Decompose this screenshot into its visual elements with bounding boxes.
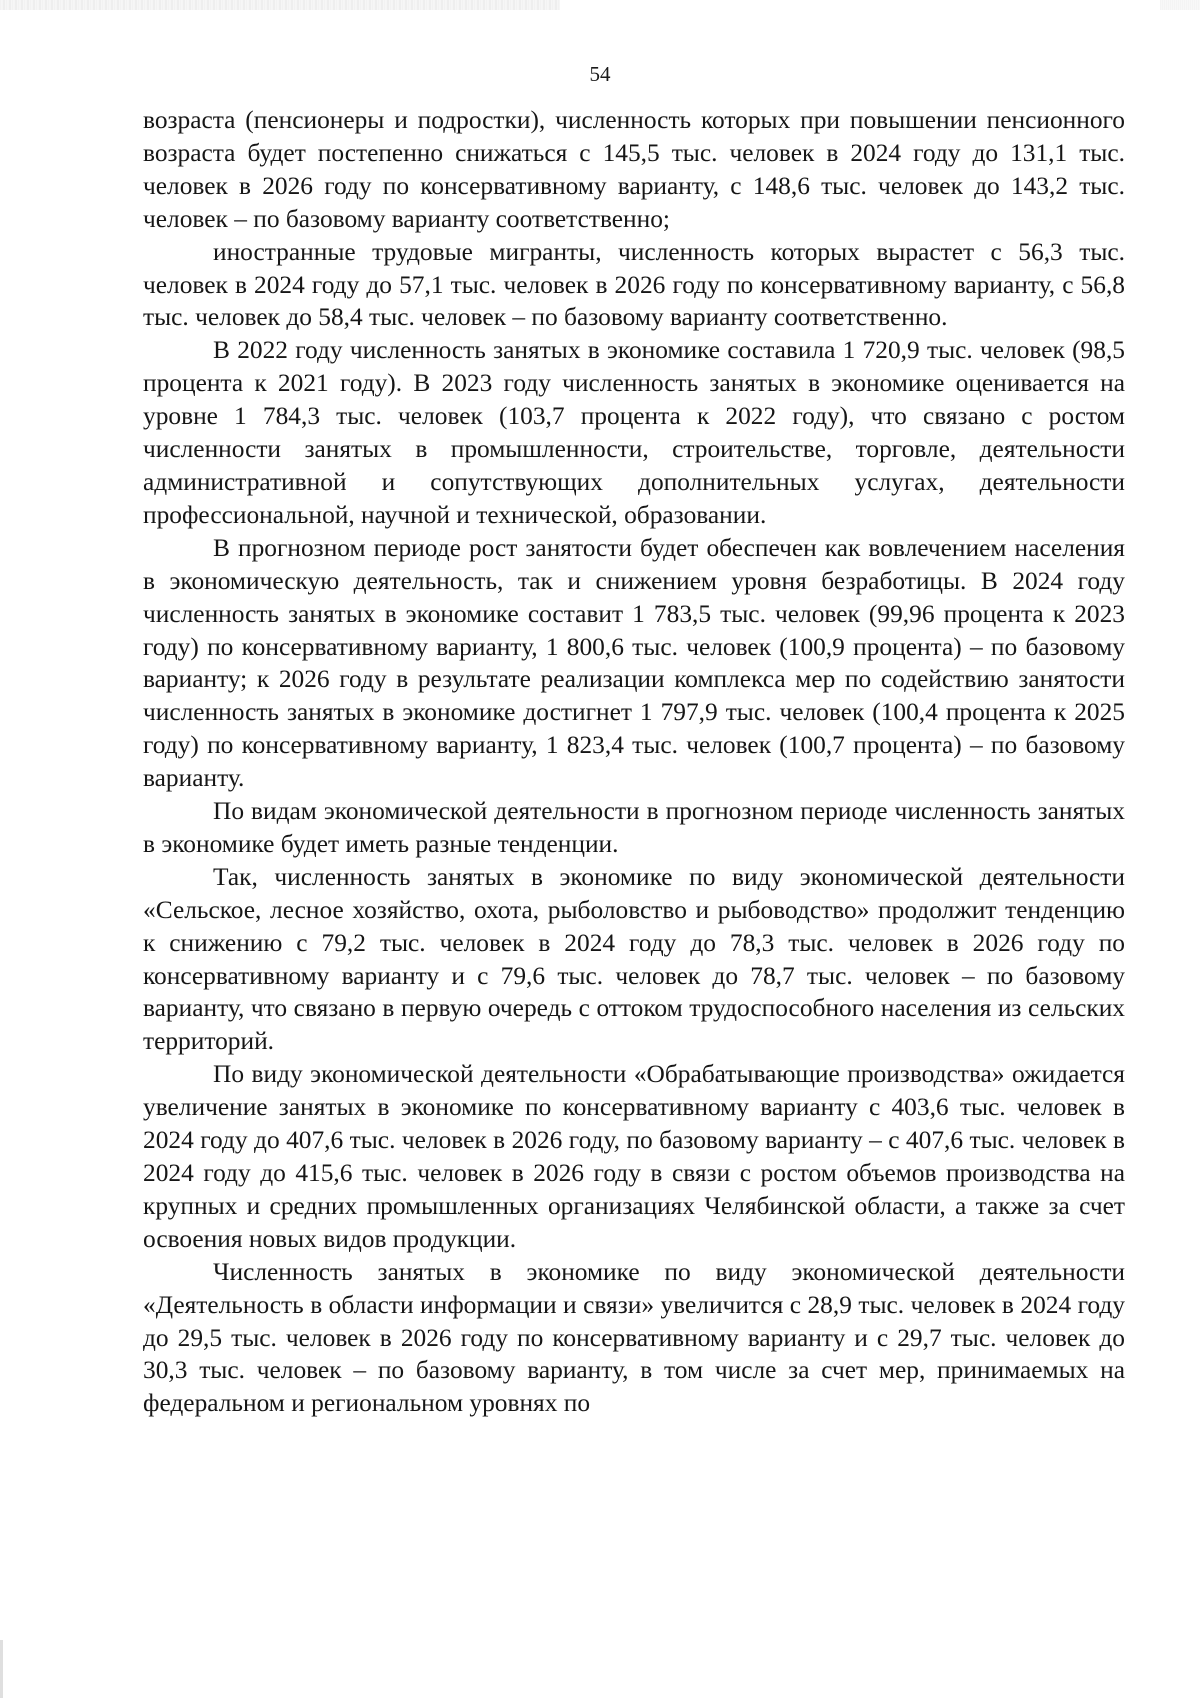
paragraph-activity-trends: По видам экономической деятельности в прогнозном периоде численность занятых в экономике будет иметь разные тенденции. [143, 797, 1125, 858]
paragraph-employment-2022-2023: В 2022 году численность занятых в экономике составила 1 720,9 тыс. человек (98,5 процента к 2021 году). В 2023 году численность занятых в экономике оценивается на уровне 1 784,3 тыс. человек (103,7 процента к 2022 году), что связано с ростом численности занятых в промышленности, строительстве, торговле, деятельности административной и сопутствующих дополнительных услугах, деятельности профессиональной, научной и технической, образовании. [143, 336, 1125, 529]
paragraph-manufacturing: По виду экономической деятельности «Обрабатывающие производства» ожидается увеличение занятых в экономике по консервативному варианту с 403,6 тыс. человек в 2024 году до 407,6 тыс. человек в 2026 году, по базовому варианту – с 407,6 тыс. человек в 2024 году до 415,6 тыс. человек в 2026 году в связи с ростом объемов производства на крупных и средних промышленных организациях Челябинской области, а также за счет освоения новых видов продукции. [143, 1060, 1125, 1253]
scan-artifact-top [0, 0, 560, 10]
paragraph-foreign-migrants: иностранные трудовые мигранты, численность которых вырастет с 56,3 тыс. человек в 2024 году до 57,1 тыс. человек в 2026 году по консервативному варианту, с 56,8 тыс. человек до 58,4 тыс. человек – по базовому варианту соответственно. [143, 237, 1125, 332]
page-number: 54 [589, 62, 611, 86]
paragraph-forecast-employment: В прогнозном периоде рост занятости будет обеспечен как вовлечением населения в экономическую деятельность, так и снижением уровня безработицы. В 2024 году численность занятых в экономике составит 1 783,5 тыс. человек (99,96 процента к 2023 году) по консервативному варианту, 1 800,6 тыс. человек (100,9 процента) – по базовому варианту; к 2026 году в результате реализации комплекса мер по содействию занятости численность занятых в экономике достигнет 1 797,9 тыс. человек (100,4 процента к 2025 году) по консервативному варианту, 1 823,4 тыс. человек (100,7 процента) – по базовому варианту. [143, 533, 1125, 793]
paragraph-agriculture: Так, численность занятых в экономике по виду экономической деятельности «Сельское, лесное хозяйство, охота, рыболовство и рыбоводство» продолжит тенденцию к снижению с 79,2 тыс. человек в 2024 году до 78,3 тыс. человек в 2026 году по консервативному варианту и с 79,6 тыс. человек до 78,7 тыс. человек – по базовому варианту, что связано в первую очередь с оттоком трудоспособного населения из сельских территорий. [143, 862, 1125, 1056]
scan-artifact-top-right [1160, 0, 1200, 10]
scan-artifact-left [0, 1640, 3, 1698]
paragraph-information-communication: Численность занятых в экономике по виду экономической деятельности «Деятельность в области информации и связи» увеличится с 28,9 тыс. человек в 2024 году до 29,5 тыс. человек в 2026 году по консервативному варианту и с 29,7 тыс. человек до 30,3 тыс. человек – по базовому варианту, в том числе за счет мер, принимаемых на федеральном и региональном уровнях по [143, 1257, 1125, 1418]
document-body [143, 104, 1125, 1420]
paragraph-pensioners-continuation: возраста (пенсионеры и подростки), численность которых при повышении пенсионного возраста будет постепенно снижаться с 145,5 тыс. человек в 2024 году до 131,1 тыс. человек в 2026 году по консервативному варианту, с 148,6 тыс. человек до 143,2 тыс. человек – по базовому варианту соответственно; [143, 106, 1125, 233]
